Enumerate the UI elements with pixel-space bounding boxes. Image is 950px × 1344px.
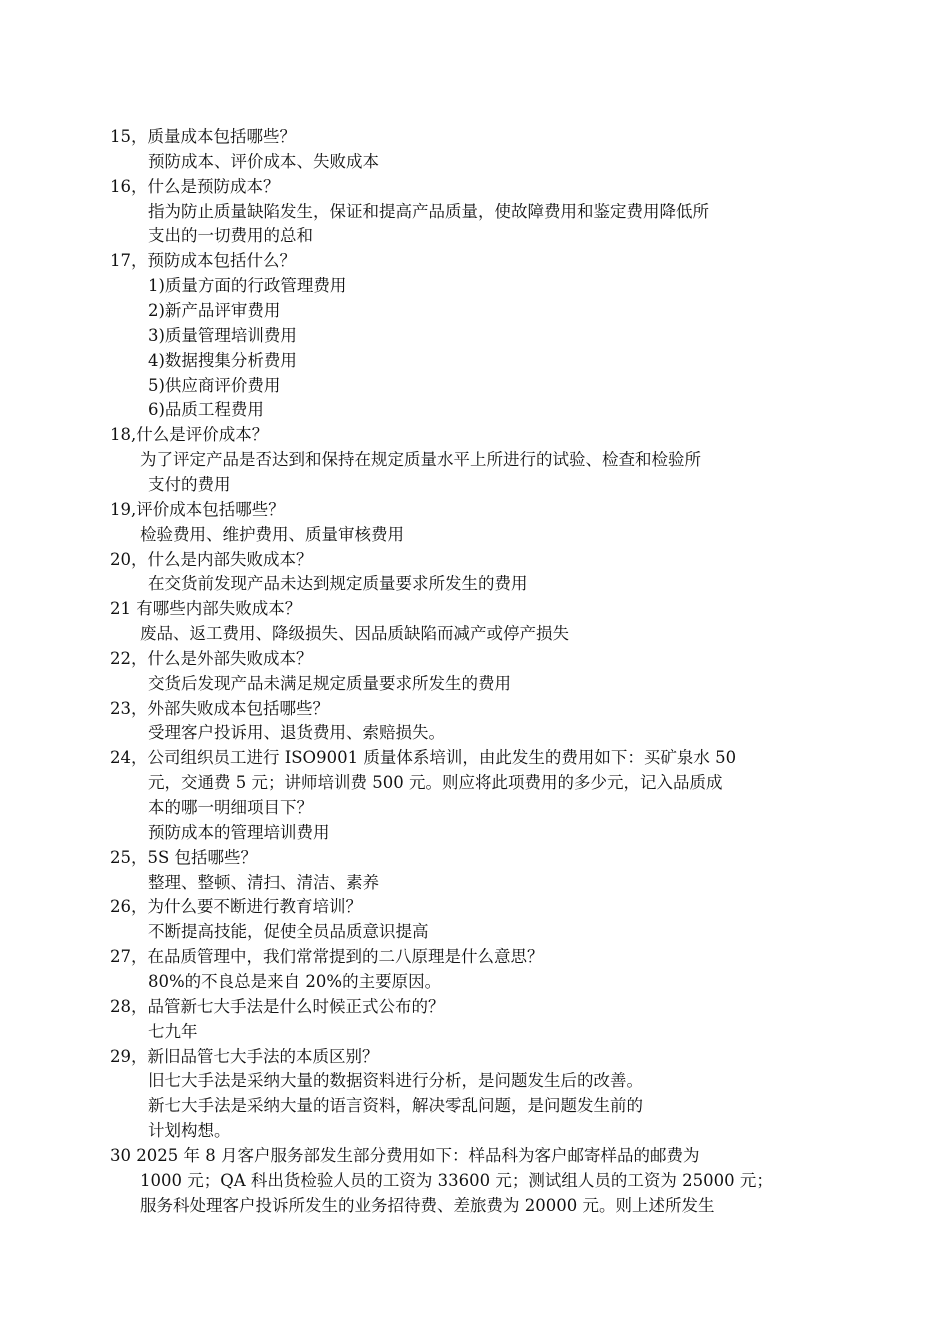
text-line: 受理客户投诉用、退货费用、索赔损失。 — [148, 723, 445, 743]
text-line: 5)供应商评价费用 — [148, 375, 281, 395]
text-line: 为了评定产品是否达到和保持在规定质量水平上所进行的试验、检查和检验所 — [140, 450, 701, 470]
text-line: 交货后发现产品未满足规定质量要求所发生的费用 — [148, 673, 511, 693]
text-line: 检验费用、维护费用、质量审核费用 — [140, 524, 404, 544]
text-line: 元，交通费 5 元；讲师培训费 500 元。则应将此项费用的多少元，记入品质成 — [148, 773, 723, 793]
text-line: 30 2025 年 8 月客户服务部发生部分费用如下：样品科为客户邮寄样品的邮费为 — [110, 1145, 700, 1165]
text-line: 17，预防成本包括什么？ — [110, 251, 296, 271]
text-line: 废品、返工费用、降级损失、因品质缺陷而减产或停产损失 — [140, 624, 569, 643]
text-line: 旧七大手法是采纳大量的数据资料进行分析，是问题发生后的改善。 — [148, 1071, 643, 1091]
text-line: 21 有哪些内部失败成本？ — [110, 599, 302, 619]
text-line: 七九年 — [148, 1021, 198, 1041]
text-line: 15，质量成本包括哪些？ — [110, 127, 296, 146]
text-line: 不断提高技能，促使全员品质意识提高 — [148, 922, 429, 942]
text-line: 支出的一切费用的总和 — [148, 226, 313, 246]
text-line: 80%的不良总是来自 20%的主要原因。 — [148, 971, 442, 991]
text-line: 4)数据搜集分析费用 — [148, 350, 297, 370]
text-line: 整理、整顿、清扫、清洁、素养 — [148, 872, 379, 892]
text-line: 3)质量管理培训费用 — [148, 325, 297, 345]
text-line: 19,评价成本包括哪些？ — [110, 499, 285, 519]
text-line: 16，什么是预防成本？ — [110, 176, 280, 196]
text-line: 23，外部失败成本包括哪些？ — [110, 698, 329, 718]
text-line: 本的哪一明细项目下？ — [148, 798, 313, 817]
text-line: 指为防止质量缺陷发生，保证和提高产品质量，使故障费用和鉴定费用降低所 — [148, 201, 709, 221]
text-line: 26，为什么要不断进行教育培训？ — [110, 897, 362, 917]
text-line: 24，公司组织员工进行 ISO9001 质量体系培训，由此发生的费用如下：买矿泉水 50 — [110, 748, 737, 768]
text-line: 18,什么是评价成本？ — [110, 425, 269, 445]
text-line: 1)质量方面的行政管理费用 — [148, 276, 347, 296]
text-line: 服务科处理客户投诉所发生的业务招待费、差旅费为 20000 元。则上述所发生 — [140, 1195, 715, 1215]
text-line: 29，新旧品管七大手法的本质区别？ — [110, 1046, 379, 1066]
text-line: 在交货前发现产品未达到规定质量要求所发生的费用 — [148, 574, 528, 594]
text-line: 预防成本的管理培训费用 — [148, 822, 330, 842]
text-line: 新七大手法是采纳大量的语言资料，解决零乱问题，是问题发生前的 — [148, 1096, 643, 1116]
text-line: 27，在品质管理中，我们常常提到的二八原理是什么意思？ — [110, 947, 544, 967]
text-line: 6)品质工程费用 — [148, 400, 264, 420]
text-line: 1000 元；QA 科出货检验人员的工资为 33600 元；测试组人员的工资为 25000 元； — [140, 1170, 773, 1190]
text-line: 22，什么是外部失败成本？ — [110, 648, 313, 668]
text-line: 支付的费用 — [148, 474, 231, 494]
text-line: 预防成本、评价成本、失败成本 — [148, 151, 379, 171]
text-line: 20，什么是内部失败成本？ — [110, 549, 313, 569]
text-line: 计划构想。 — [148, 1121, 231, 1140]
text-line: 2)新产品评审费用 — [148, 301, 281, 320]
text-line: 28，品管新七大手法是什么时候正式公布的？ — [110, 996, 445, 1016]
text-line: 25，5S 包括哪些？ — [110, 847, 258, 867]
